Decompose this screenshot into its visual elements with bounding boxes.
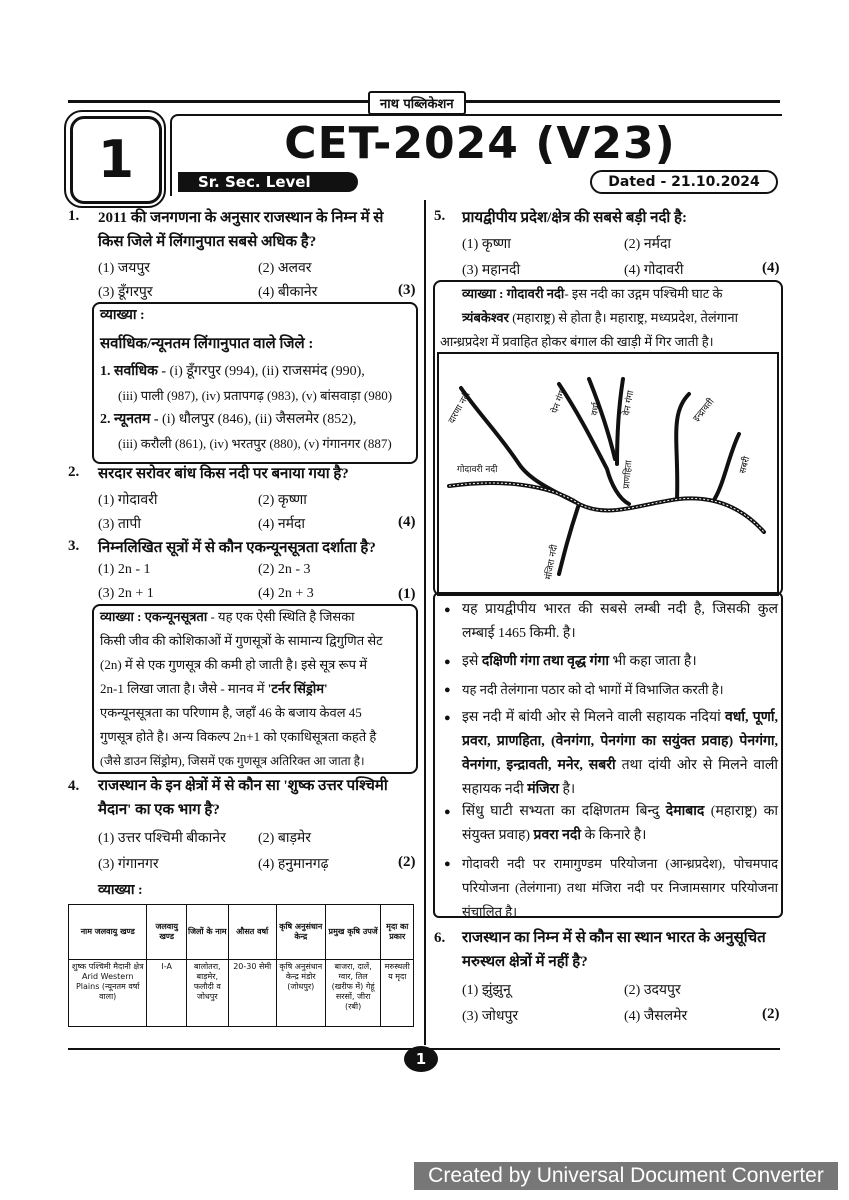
option-4: (4) जैसलमेर bbox=[624, 1009, 688, 1024]
explanation-line: एकन्यूनसूत्रता का परिणाम है, जहाँ 46 के बजाय केवल 45 bbox=[100, 705, 362, 720]
tributary-line bbox=[714, 434, 739, 500]
option-4: (4) 2n + 3 bbox=[258, 586, 314, 601]
option-2: (2) 2n - 3 bbox=[258, 562, 311, 577]
option-3: (3) डूँगरपुर bbox=[98, 285, 153, 300]
tributary-line bbox=[559, 504, 579, 574]
max-list: (iii) पाली (987), (iv) प्रतापगढ़ (983), (v) बांसवाड़ा (980) bbox=[118, 388, 393, 403]
min-list: (i) धौलपुर (846), (ii) जैसलमेर (852), bbox=[162, 412, 357, 427]
table-cell: शुष्क पश्चिमी मैदानी क्षेत्र Arid Western Plains (न्यूनतम वर्षा वाला) bbox=[69, 960, 147, 1027]
table-cell: बाजरा, दालें, ग्वार, तिल (खरीफ में) गेहूं सरसों, जीरा (रबी) bbox=[325, 960, 381, 1027]
note-text: तथा दांयी ओर से मिलने वाली सहायक नदी bbox=[462, 758, 778, 797]
map-label: दारणा नदी bbox=[446, 390, 473, 426]
note-text: के किनारे है। bbox=[580, 828, 647, 843]
map-label: गोदावरी नदी bbox=[457, 465, 498, 475]
explanation-label: व्याख्या : गोदावरी नदी bbox=[462, 286, 565, 301]
question-line: राजस्थान के इन क्षेत्रों में से कौन सा 'शुष्क उत्तर पश्चिमी bbox=[98, 778, 388, 794]
option-2: (2) बाड़मेर bbox=[258, 831, 312, 846]
option-2: (2) उदयपुर bbox=[624, 983, 681, 998]
highlight-term: त्र्यंबकेश्वर bbox=[462, 310, 509, 325]
publisher-name: नाथ पब्लिकेशन bbox=[368, 91, 466, 115]
highlight-term: दक्षिणी गंगा तथा वृद्ध गंगा bbox=[481, 654, 609, 669]
table-cell: I-A bbox=[147, 960, 187, 1027]
answer: (4) bbox=[398, 514, 416, 530]
page-title: CET-2024 (V23) bbox=[284, 118, 676, 169]
note-text: इस नदी में बांयी ओर से मिलने वाली सहायक नदियां bbox=[462, 710, 725, 725]
highlight-term: वर्धा, पूर्णा, प्रवरा, प्राणहिता, (वेनगंगा, पेनगंगा का सयुंक्त प्रवाह) पेनगंगा, वेनगंगा, इन्द्रावती, मनेर, सबरी bbox=[462, 710, 778, 773]
option-1: (1) झुंझुनू bbox=[462, 983, 511, 998]
explanation-label: व्याख्या : एकन्यूनसूत्रता bbox=[100, 609, 208, 624]
explanation-line: (2n) में से एक गुणसूत्र की कमी हो जाती है। इसे सूत्र रूप में bbox=[100, 657, 368, 672]
option-3: (3) जोधपुर bbox=[462, 1009, 519, 1024]
explanation-line: गुणसूत्र होते है। अन्य विकल्प 2n+1 को एकाधिसूत्रता कहते है bbox=[100, 729, 377, 744]
table-cell: मरुस्थली य मृदा bbox=[381, 960, 414, 1027]
climate-table bbox=[68, 904, 414, 1027]
note-text: भी कहा जाता है। bbox=[609, 654, 697, 669]
map-label: पेन गंगा bbox=[550, 387, 569, 416]
map-label: मंजिरा नदी bbox=[544, 543, 561, 581]
option-4: (4) नर्मदा bbox=[258, 517, 306, 532]
date-badge: Dated - 21.10.2024 bbox=[590, 170, 778, 194]
godavari-map bbox=[437, 352, 779, 596]
table-header-row bbox=[69, 905, 414, 960]
table-header: प्रमुख कृषि उपजें bbox=[325, 905, 381, 960]
level-badge: Sr. Sec. Level bbox=[178, 172, 358, 192]
tributary-line bbox=[617, 379, 623, 464]
note-bullet bbox=[462, 650, 778, 674]
table-header: मृदा का प्रकार bbox=[381, 905, 414, 960]
question-line: राजस्थान का निम्न में से कौन सा स्थान भारत के अनुसूचित bbox=[462, 930, 766, 946]
note-text: है। bbox=[558, 782, 576, 797]
table-header: कृषि अनुसंधान केन्द्र bbox=[276, 905, 325, 960]
answer: (3) bbox=[398, 282, 416, 298]
table-cell: कृषि अनुसंधान केन्द्र मंडोर (जोधपुर) bbox=[276, 960, 325, 1027]
question-text bbox=[98, 774, 416, 822]
table-header: नाम जलवायु खण्ड bbox=[69, 905, 147, 960]
answer: (2) bbox=[762, 1006, 780, 1022]
table-row bbox=[69, 960, 414, 1027]
note-text: इसे bbox=[462, 654, 482, 669]
table-header: जलवायु खण्ड bbox=[147, 905, 187, 960]
map-label: सबरी bbox=[738, 455, 753, 475]
question-number: 6. bbox=[434, 930, 446, 946]
tributary-line bbox=[589, 379, 615, 459]
option-3: (3) 2n + 1 bbox=[98, 586, 154, 601]
option-4: (4) हनुमानगढ़ bbox=[258, 857, 329, 872]
question-text bbox=[98, 206, 416, 254]
explanation-line: (महाराष्ट्र) से होता है। महाराष्ट्र, मध्यप्रदेश, तेलंगाना bbox=[508, 310, 739, 325]
min-label: 2. न्यूनतम - bbox=[100, 412, 159, 427]
answer: (2) bbox=[398, 854, 416, 870]
table-header: औसत वर्षा bbox=[228, 905, 276, 960]
min-list: (iii) करौली (861), (iv) भरतपुर (880), (v) गंगानगर (887) bbox=[118, 436, 392, 451]
question-text: प्रायद्वीपीय प्रदेश/क्षेत्र की सबसे बड़ी नदी है: bbox=[462, 210, 687, 226]
max-label: 1. सर्वाधिक - bbox=[100, 364, 167, 379]
option-2: (2) अलवर bbox=[258, 261, 312, 276]
highlight-term: 'टर्नर सिंड्रोम' bbox=[267, 681, 328, 696]
option-4: (4) बीकानेर bbox=[258, 285, 318, 300]
explanation-line: आन्ध्रप्रदेश में प्रवाहित होकर बंगाल की खाड़ी में गिर जाती है। bbox=[440, 334, 714, 349]
explanation bbox=[100, 304, 410, 456]
question-number: 3. bbox=[68, 538, 80, 554]
answer: (4) bbox=[762, 260, 780, 276]
highlight-term: मंजिरा bbox=[527, 782, 559, 797]
map-label: वर्धा bbox=[590, 402, 603, 417]
option-2: (2) कृष्णा bbox=[258, 493, 307, 508]
option-3: (3) तापी bbox=[98, 517, 142, 532]
explanation-line: (जैसे डाउन सिंड्रोम), जिसमें एक गुणसूत्र अतिरिक्त आ जाता है। bbox=[100, 754, 365, 768]
question-text: सरदार सरोवर बांध किस नदी पर बनाया गया है? bbox=[98, 466, 349, 482]
river-map-svg bbox=[439, 354, 777, 594]
highlight-term: देमाबाद bbox=[665, 804, 705, 819]
option-1: (1) कृष्णा bbox=[462, 237, 511, 252]
question-number: 4. bbox=[68, 778, 80, 794]
highlight-term: प्रवरा नदी bbox=[533, 828, 581, 843]
note-bullet bbox=[462, 800, 778, 848]
note-bullet: ● गोदावरी नदी पर रामागुण्डम परियोजना (आन्ध्रप्रदेश), पोचमपाद परियोजना (तेलंगाना) तथा मंजिरा नदी पर निजामसागर परियोजना संचालित है। bbox=[462, 852, 778, 924]
option-3: (3) महानदी bbox=[462, 263, 521, 278]
question-number: 5. bbox=[434, 208, 446, 224]
sheet-number: 1 bbox=[70, 116, 162, 204]
table-header: जिलों के नाम bbox=[186, 905, 228, 960]
option-1: (1) 2n - 1 bbox=[98, 562, 151, 577]
note-bullet: ● यह नदी तेलंगाना पठार को दो भागों में विभाजित करती है। bbox=[462, 678, 778, 702]
question-text bbox=[462, 926, 780, 974]
tributary-line bbox=[676, 394, 689, 499]
column-divider bbox=[424, 200, 426, 1045]
note-bullet bbox=[462, 706, 778, 802]
option-2: (2) नर्मदा bbox=[624, 237, 672, 252]
explanation-heading: सर्वाधिक/न्यूनतम लिंगानुपात वाले जिले : bbox=[100, 336, 314, 352]
question-number: 2. bbox=[68, 464, 80, 480]
max-list: (i) डूँगरपुर (994), (ii) राजसमंद (990), bbox=[169, 364, 365, 379]
explanation bbox=[100, 605, 410, 773]
map-label: इन्द्रावती bbox=[691, 396, 717, 424]
explanation-line: - यह एक ऐसी स्थिति है जिसका bbox=[207, 609, 355, 624]
question-text: निम्नलिखित सूत्रों में से कौन एकन्यूनसूत्रता दर्शाता है? bbox=[98, 540, 376, 556]
option-1: (1) जयपुर bbox=[98, 261, 151, 276]
option-1: (1) उत्तर पश्चिमी बीकानेर bbox=[98, 831, 226, 846]
answer: (1) bbox=[398, 586, 416, 602]
explanation-line: - इस नदी का उद्गम पश्चिमी घाट के bbox=[564, 286, 723, 301]
question-line: मैदान' का एक भाग है? bbox=[98, 802, 220, 818]
question-line: 2011 की जनगणना के अनुसार राजस्थान के निम्न में से bbox=[98, 210, 384, 226]
note-bullet: ● यह प्रायद्वीपीय भारत की सबसे लम्बी नदी है, जिसकी कुल लम्बाई 1465 किमी. है। bbox=[462, 598, 778, 646]
question-number: 1. bbox=[68, 208, 80, 224]
note-text: सिंधु घाटी सभ्यता का दक्षिणतम बिन्दु bbox=[462, 804, 666, 819]
explanation-line: 2n-1 लिखा जाता है। जैसे - मानव में bbox=[100, 681, 268, 696]
question-line: किस जिले में लिंगानुपात सबसे अधिक है? bbox=[98, 234, 317, 250]
option-3: (3) गंगानगर bbox=[98, 857, 159, 872]
explanation bbox=[462, 282, 778, 330]
explanation-title: व्याख्या : bbox=[100, 308, 145, 323]
watermark: Created by Universal Document Converter bbox=[414, 1162, 838, 1190]
page-number: 1 bbox=[404, 1046, 438, 1072]
table-cell: 20-30 सेमी bbox=[228, 960, 276, 1027]
note-text: (महाराष्ट्र) का संयुक्त प्रवाह) bbox=[462, 804, 778, 843]
option-1: (1) गोदावरी bbox=[98, 493, 158, 508]
option-4: (4) गोदावरी bbox=[624, 263, 684, 278]
explanation-title: व्याख्या : bbox=[98, 883, 143, 898]
question-line: मरुस्थल क्षेत्रों में नहीं है? bbox=[462, 954, 588, 970]
map-label: वेन गंगा bbox=[622, 389, 637, 417]
table-cell: बालोतरा, बाड़मेर, फलौदी व जोधपुर bbox=[186, 960, 228, 1027]
explanation-line: किसी जीव की कोशिकाओं में गुणसूत्रों के सामान्य द्विगुणित सेट bbox=[100, 633, 383, 648]
map-label: प्राणहिता bbox=[622, 459, 635, 490]
